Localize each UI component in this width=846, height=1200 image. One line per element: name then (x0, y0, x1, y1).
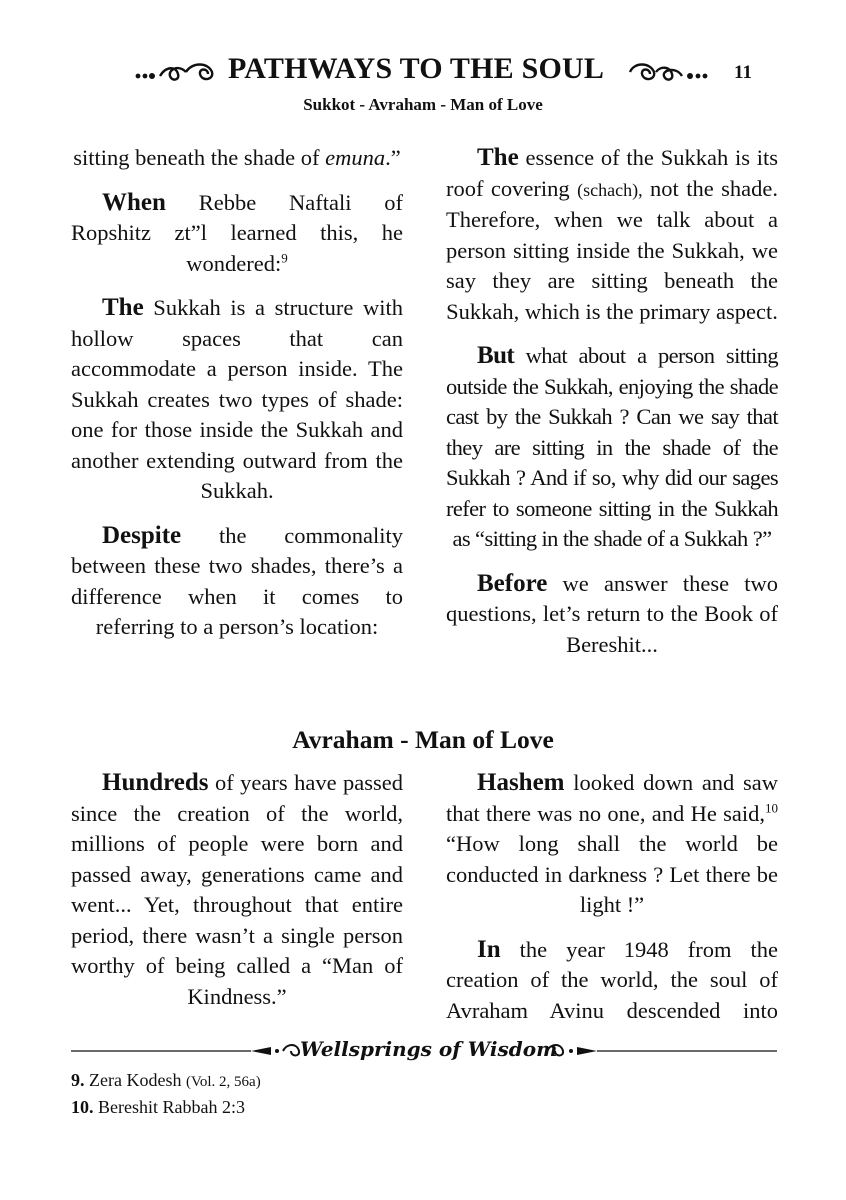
paragraph-hashem: Hashem looked down and saw that there was no one, and He said,$^{10}$ “How long shall the world be conducted in darkness ? Let there be light !” (446, 769, 778, 917)
footnote-ref-9: 9 (281, 250, 288, 265)
paragraph-when: When Rebbe Naftali of Ropshitz zt”l learned this, he wondered:$^9$ (71, 188, 403, 276)
bottom-left-column (71, 768, 403, 1026)
top-left-column (71, 143, 403, 657)
bottom-right-column (446, 768, 778, 1040)
page-header (0, 50, 846, 90)
footnote-10: 10. Bereshit Rabbah 2:3 (71, 1097, 245, 1117)
paragraph-the-sukkah: The Sukkah is a structure with hollow spaces that can accommodate a person inside. The Sukkah creates two types of shade: one for those inside the Sukkah and another extending outward from the Sukkah. (71, 294, 403, 503)
paragraph-despite: Despite the commonality between these two shades, there’s a difference when it comes to referring to a person’s location: (71, 521, 403, 639)
running-subtitle: Sukkot - Avraham - Man of Love (303, 95, 543, 114)
paragraph-but: But what about a person sitting outside the Sukkah, enjoying the shade cast by the Sukkah ? Can we say that they are sitting in the shade of the Sukkah ? And if so, why did our sages refer to someone sitting in the Sukkah as “sitting in the shade of a Sukkah ?” (446, 342, 778, 551)
left-flourish-icon (130, 50, 222, 86)
top-right-column (446, 143, 778, 674)
running-header-title: PATHWAYS TO THE SOUL (228, 52, 605, 85)
paragraph-continuation: sitting beneath the shade of emuna.” (73, 145, 401, 170)
footnote-9: 9. Zera Kodesh (Vol. 2, 56a) (71, 1070, 261, 1090)
footnote-ref-10: 10 (765, 800, 778, 815)
footnotes (71, 1068, 261, 1120)
paragraph-in-the-year: In the year 1948 from the creation of the world, the soul of Avraham Avinu descended into (446, 935, 778, 1023)
section-heading: Avraham - Man of Love (292, 725, 554, 754)
paragraph-before: Before we answer these two questions, let’s return to the Book of Bereshit... (446, 569, 778, 657)
right-flourish-icon (620, 50, 720, 86)
paragraph-the-essence: The essence of the Sukkah is its roof covering (schach), not the shade. Therefore, when we talk about a person sitting inside the Sukkah, we say they are sitting beneath the Sukkah, which is the primary aspect. (446, 144, 779, 324)
paragraph-hundreds: Hundreds of years have passed since the creation of the world, millions of people were born and passed away, generations came and went... Yet, throughout that entire period, there wasn’t a single person worthy of being called a “Man of Kindness.” (71, 769, 403, 1009)
footer-ornament-text: Wellsprings of Wisdom (300, 1037, 558, 1061)
page-number: 11 (734, 62, 752, 83)
